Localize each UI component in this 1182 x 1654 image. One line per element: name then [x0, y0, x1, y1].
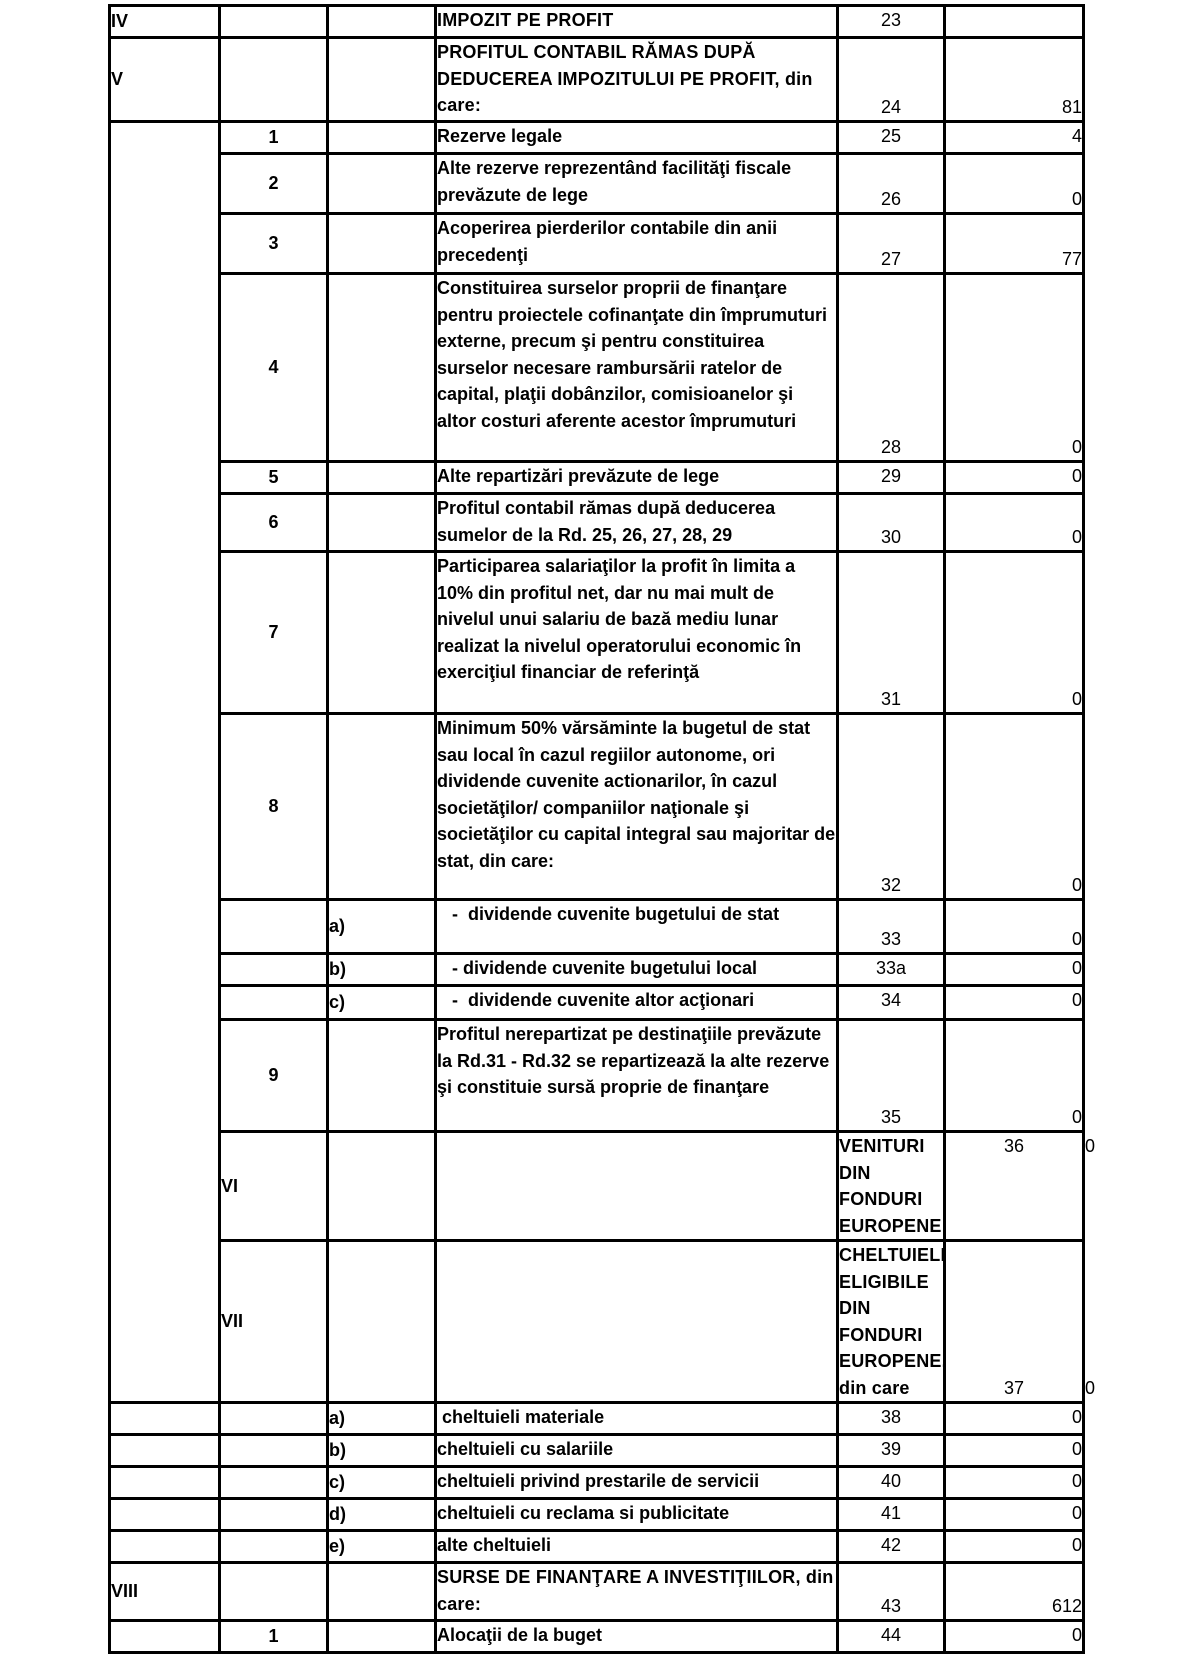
row-number-cell: 28 [838, 274, 945, 462]
subitem-cell [328, 6, 436, 38]
chapter-cell [110, 1467, 220, 1499]
row-number-cell: 44 [838, 1621, 945, 1653]
item-number-cell [220, 986, 328, 1020]
description-cell: Alte repartizări prevăzute de lege [436, 462, 838, 494]
table-row [110, 714, 1084, 900]
item-number-cell [220, 1563, 328, 1621]
value-cell: 77 [945, 214, 1084, 274]
item-number-cell [328, 1241, 436, 1403]
item-number-cell [220, 900, 328, 954]
item-number-cell [220, 954, 328, 986]
row-number-cell: 23 [838, 6, 945, 38]
item-number-cell: 3 [220, 214, 328, 274]
value-cell: 0 [945, 1499, 1084, 1531]
value-cell: 4 [945, 122, 1084, 154]
description-cell: Minimum 50% vărsăminte la bugetul de stat sau local în cazul regiilor autonome, ori dividende cuvenite actionarilor, în cazul societăţilor/ companiilor naţionale şi societăţilor cu capital integral sau majoritar de stat, din care: [436, 714, 838, 900]
description-cell: SURSE DE FINANŢARE A INVESTIŢIILOR, din care: [436, 1563, 838, 1621]
table-row [110, 552, 1084, 714]
table-row [110, 1563, 1084, 1621]
table-row [110, 1403, 1084, 1435]
item-number-cell: 6 [220, 494, 328, 552]
item-number-cell: 4 [220, 274, 328, 462]
subitem-cell [328, 1621, 436, 1653]
description-cell: Participarea salariaţilor la profit în limita a 10% din profitul net, dar nu mai mult de nivelul unui salariu de bază mediu lunar realizat la nivelul operatorului economic în exerciţiul financiar de referinţă [436, 552, 838, 714]
table-row [110, 122, 1084, 154]
subitem-cell [328, 494, 436, 552]
value-cell: 0 [945, 714, 1084, 900]
item-number-cell [220, 1499, 328, 1531]
row-number-cell: 24 [838, 38, 945, 122]
table-row [110, 274, 1084, 462]
description-cell: VENITURI DIN FONDURI EUROPENE [838, 1132, 945, 1241]
value-cell: 0 [945, 1403, 1084, 1435]
row-number-cell: 39 [838, 1435, 945, 1467]
item-number-cell: 1 [220, 1621, 328, 1653]
row-number-cell: 40 [838, 1467, 945, 1499]
table-row [110, 900, 1084, 954]
value-cell: 0 [945, 954, 1084, 986]
item-number-cell [220, 1531, 328, 1563]
description-cell: Constituirea surselor proprii de finanţare pentru proiectele cofinanţate din împrumuturi externe, precum şi pentru constituirea surselor necesare rambursării ratelor de capital, plaţii dobânzilor, comisioanelor şi altor costuri aferente acestor împrumuturi [436, 274, 838, 462]
row-number-cell: 32 [838, 714, 945, 900]
subitem-cell [328, 1563, 436, 1621]
chapter-cell: VII [220, 1241, 328, 1403]
table-row [110, 1621, 1084, 1653]
row-number-cell: 29 [838, 462, 945, 494]
chapter-cell [110, 1499, 220, 1531]
subitem-cell [328, 214, 436, 274]
table-row [110, 462, 1084, 494]
chapter-cell: IV [110, 6, 220, 38]
row-number-cell: 33 [838, 900, 945, 954]
subitem-cell [328, 462, 436, 494]
item-number-cell [220, 38, 328, 122]
description-cell: Profitul nerepartizat pe destinaţiile prevăzute la Rd.31 - Rd.32 se repartizează la alte rezerve şi constituie sursă proprie de finanţare [436, 1020, 838, 1132]
value-cell: 0 [945, 1531, 1084, 1563]
subitem-cell [436, 1241, 838, 1403]
description-cell: cheltuieli materiale [436, 1403, 838, 1435]
value-cell: 0 [945, 462, 1084, 494]
subitem-cell [328, 154, 436, 214]
row-number-cell: 35 [838, 1020, 945, 1132]
description-cell: cheltuieli cu salariile [436, 1435, 838, 1467]
subitem-cell: b) [328, 954, 436, 986]
table-row [110, 494, 1084, 552]
row-number-cell: 30 [838, 494, 945, 552]
table-row [110, 154, 1084, 214]
row-number-cell: 33a [838, 954, 945, 986]
subitem-cell [328, 552, 436, 714]
financial-table [108, 4, 1096, 1654]
subitem-cell: a) [328, 900, 436, 954]
subitem-cell [436, 1132, 838, 1241]
item-number-cell [220, 1467, 328, 1499]
description-cell: CHELTUIELI ELIGIBILE DIN FONDURI EUROPENE, din care [838, 1241, 945, 1403]
table-row [110, 6, 1084, 38]
table-row [110, 1531, 1084, 1563]
row-number-cell: 41 [838, 1499, 945, 1531]
chapter-cell [110, 1435, 220, 1467]
description-cell: - dividende cuvenite bugetului local [436, 954, 838, 986]
item-number-cell: 2 [220, 154, 328, 214]
subitem-cell: a) [328, 1403, 436, 1435]
description-cell: Profitul contabil rămas după deducerea sumelor de la Rd. 25, 26, 27, 28, 29 [436, 494, 838, 552]
description-cell: Acoperirea pierderilor contabile din anii precedenţi [436, 214, 838, 274]
subitem-cell [328, 274, 436, 462]
description-cell: - dividende cuvenite altor acţionari [436, 986, 838, 1020]
item-number-cell: 1 [220, 122, 328, 154]
value-cell: 0 [945, 154, 1084, 214]
value-cell: 0 [945, 900, 1084, 954]
item-number-cell: 5 [220, 462, 328, 494]
subitem-cell [328, 38, 436, 122]
table-row [110, 1499, 1084, 1531]
value-cell: 0 [945, 1621, 1084, 1653]
description-cell: - dividende cuvenite bugetului de stat [436, 900, 838, 954]
table-row: VII CHELTUIELI ELIGIBILE DIN FONDURI EUROPENE, din care 37 0 [110, 1241, 1084, 1403]
row-number-cell: 38 [838, 1403, 945, 1435]
row-number-cell: 43 [838, 1563, 945, 1621]
value-cell: 0 [945, 1467, 1084, 1499]
subitem-cell [328, 714, 436, 900]
description-cell: Alocaţii de la buget [436, 1621, 838, 1653]
value-cell: 0 [945, 1020, 1084, 1132]
item-number-cell: 7 [220, 552, 328, 714]
subitem-cell [328, 1020, 436, 1132]
item-number-cell: 9 [220, 1020, 328, 1132]
subitem-cell: c) [328, 1467, 436, 1499]
subitem-cell [328, 122, 436, 154]
table-row: VI VENITURI DIN FONDURI EUROPENE 36 0 [110, 1132, 1084, 1241]
merged-chapter-cell [110, 122, 220, 1403]
item-number-cell [220, 6, 328, 38]
row-number-cell: 26 [838, 154, 945, 214]
item-number-cell [220, 1403, 328, 1435]
table-row [110, 986, 1084, 1020]
chapter-cell: VI [220, 1132, 328, 1241]
table-row [110, 1435, 1084, 1467]
value-cell [945, 6, 1084, 38]
value-cell: 0 [945, 494, 1084, 552]
row-number-cell: 36 [945, 1132, 1084, 1241]
value-cell: 0 [945, 986, 1084, 1020]
subitem-cell: d) [328, 1499, 436, 1531]
description-cell: alte cheltuieli [436, 1531, 838, 1563]
subitem-cell: b) [328, 1435, 436, 1467]
description-cell: PROFITUL CONTABIL RĂMAS DUPĂ DEDUCEREA IMPOZITULUI PE PROFIT, din care: [436, 38, 838, 122]
item-number-cell [220, 1435, 328, 1467]
chapter-cell [110, 1621, 220, 1653]
description-cell: Rezerve legale [436, 122, 838, 154]
chapter-cell: V [110, 38, 220, 122]
value-cell: 0 [945, 1435, 1084, 1467]
value-cell: 612 [945, 1563, 1084, 1621]
table-row [110, 38, 1084, 122]
description-cell: Alte rezerve reprezentând facilităţi fiscale prevăzute de lege [436, 154, 838, 214]
table-row [110, 1020, 1084, 1132]
value-cell: 81 [945, 38, 1084, 122]
table-row [110, 1467, 1084, 1499]
row-number-cell: 31 [838, 552, 945, 714]
value-cell: 0 [945, 552, 1084, 714]
description-cell: cheltuieli cu reclama si publicitate [436, 1499, 838, 1531]
row-number-cell: 27 [838, 214, 945, 274]
description-cell: IMPOZIT PE PROFIT [436, 6, 838, 38]
chapter-cell [110, 1531, 220, 1563]
row-number-cell: 25 [838, 122, 945, 154]
row-number-cell: 34 [838, 986, 945, 1020]
description-cell: cheltuieli privind prestarile de servicii [436, 1467, 838, 1499]
item-number-cell [328, 1132, 436, 1241]
value-cell: 0 [945, 274, 1084, 462]
chapter-cell: VIII [110, 1563, 220, 1621]
table-row [110, 954, 1084, 986]
chapter-cell [110, 1403, 220, 1435]
row-number-cell: 42 [838, 1531, 945, 1563]
row-number-cell: 37 [945, 1241, 1084, 1403]
subitem-cell: e) [328, 1531, 436, 1563]
subitem-cell: c) [328, 986, 436, 1020]
table-row [110, 214, 1084, 274]
item-number-cell: 8 [220, 714, 328, 900]
